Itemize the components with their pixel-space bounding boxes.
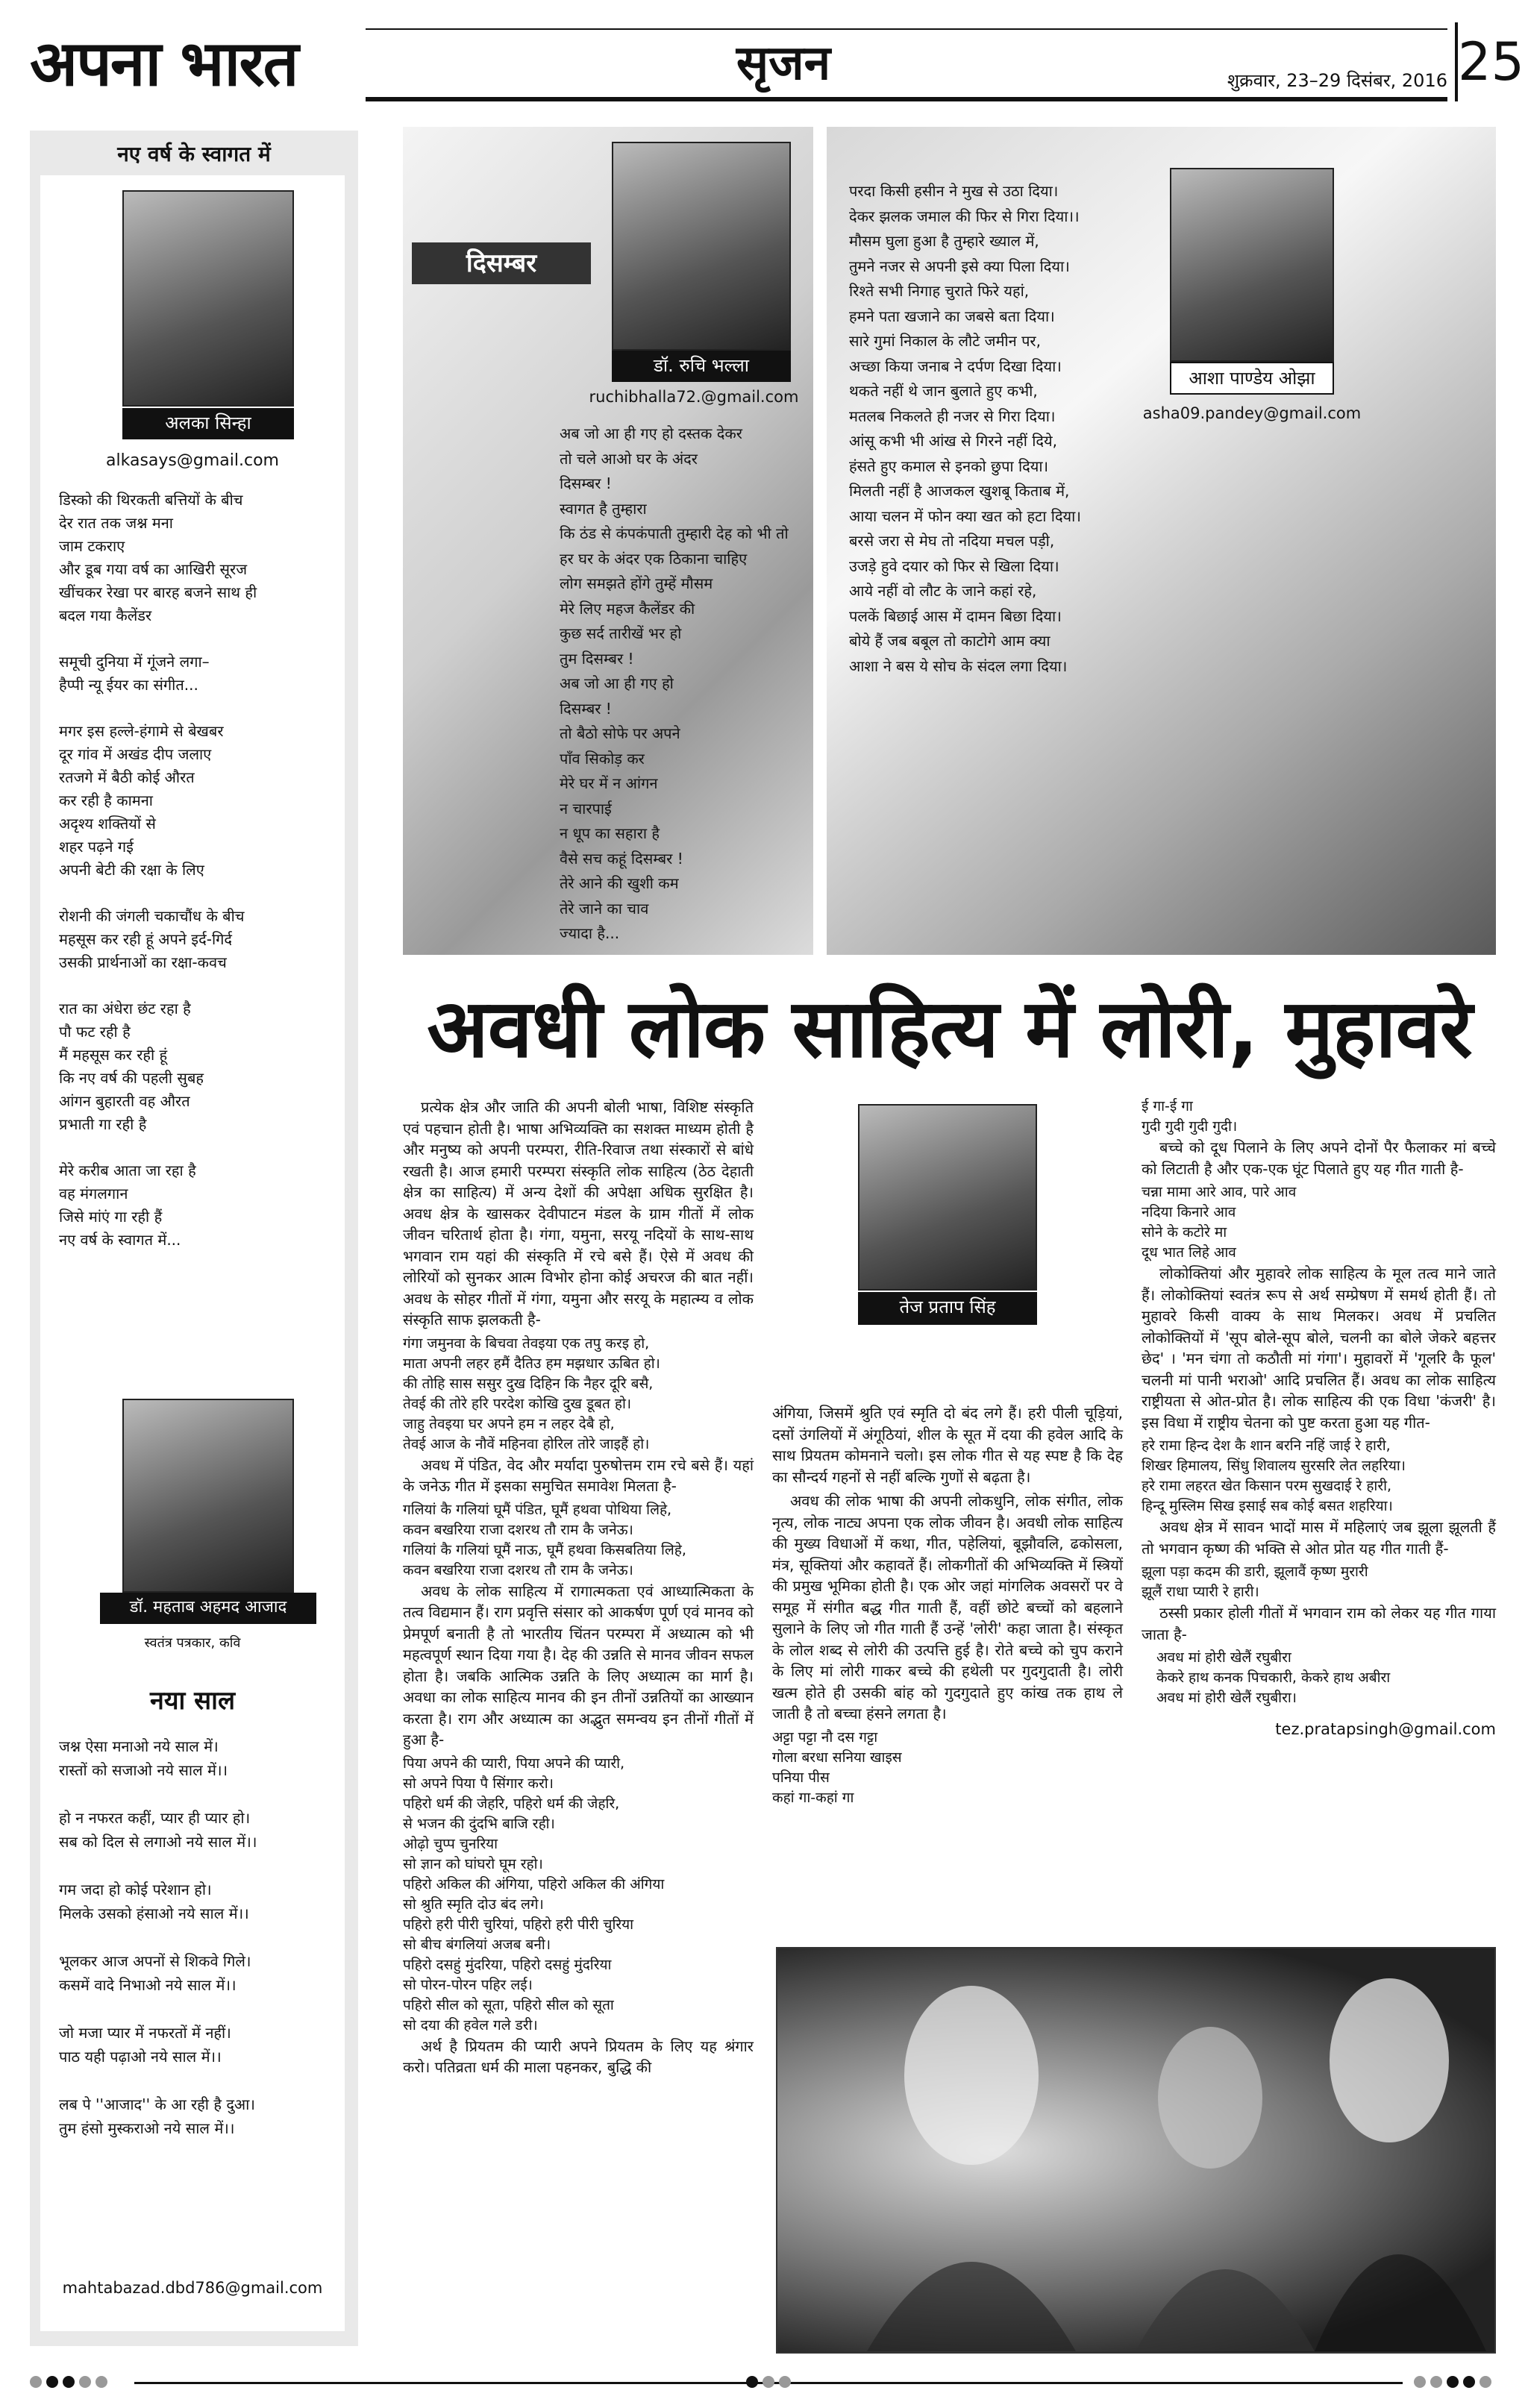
article-column-3 (1142, 1097, 1496, 1940)
article-verse: चन्ना मामा आरे आव, पारे आव नदिया किनारे आव सोने के कटोरे मा दूध भात लिहे आव (1142, 1184, 1297, 1261)
article-verse: ई गा-ई गा गुदी गुदी गुदी गुदी। (1142, 1098, 1238, 1135)
poet-photo-ruchi (612, 142, 791, 351)
poem-panel-ruchi (403, 127, 813, 955)
masthead-rule-top (366, 28, 1447, 30)
poem-title-naya-saal: नया साल (149, 1686, 236, 1716)
article-verse: अवध मां होरी खेलैं रघुबीरा केकरे हाथ कनक पिचकारी, केकरे हाथ अबीरा अवध मां होरी खेलैं रघुबीरा। (1156, 1649, 1391, 1706)
footer-dots-center (746, 2376, 791, 2391)
poet-email-mahtab: mahtabazad.dbd786@gmail.com (62, 2279, 323, 2297)
article-verse: गलियां कै गलियां घूमैं पंडित, घूमैं हथवा पोथिया लिहे, कवन बखरिया राजा दशरथ तौ राम कै जनेऊ। गलियां कै गलियां घूमैं नाऊ, घूमैं हथवा किसबतिया लिहे, कवन बखरिया राजा दशरथ तौ राम कै जनेऊ। (403, 1501, 686, 1578)
poem-mahtab: जश्न ऐसा मनाओ नये साल में। रास्तों को सजाओ नये साल में।। हो न नफरत कहीं, प्यार ही प्यार हो। सब को दिल से लगाओ नये साल में।। गम जदा हो कोई परेशान हो। मिलके उसको हंसाओ नये साल में।। भूलकर आज अपनों से शिकवे गिले। कसमें वादे निभाओ नये साल में।। जो मजा प्यार में नफरतों में नहीं। पाठ यही पढ़ाओ नये साल में।। लब पे ''आजाद'' के आ रही है दुआ। तुम हंसो मुस्कराओ नये साल में।। (59, 1737, 257, 2137)
article-painting (776, 1947, 1496, 2354)
poet-email-ruchi: ruchibhalla72.@gmail.com (589, 388, 799, 406)
poet-name-ruchi: डॉ. रुचि भल्ला (612, 351, 791, 382)
article-column-1 (403, 1097, 754, 2365)
article-paragraph: अर्थ है प्रियतम की प्यारी अपने प्रियतम के लिए यह श्रंगार करो। पतिव्रता धर्म की माला पहनकर, बुद्धि की (403, 2037, 754, 2076)
issue-date: शुक्रवार, 23–29 दिसंबर, 2016 (1227, 70, 1447, 91)
poem-label-december: दिसम्बर (412, 242, 591, 284)
footer-dots-right (1414, 2376, 1491, 2391)
poet-name-mahtab: डॉ. महताब अहमद आजाद (100, 1593, 316, 1624)
poet-photo-mahtab (122, 1399, 294, 1593)
author-email: tez.pratapsingh@gmail.com (1275, 1720, 1496, 1738)
poem-ruchi: अब जो आ ही गए हो दस्तक देकर तो चले आओ घर के अंदर दिसम्बर ! स्वागत है तुम्हारा कि ठंड से कंपकंपाती तुम्हारी देह को भी तो हर घर के अंदर एक ठिकाना चाहिए लोग समझते होंगे तुम्हें मौसम मेरे लिए महज कैलेंडर की कुछ सर्द तारीखें भर हो तुम दिसम्बर ! अब जो आ ही गए हो दिसम्बर ! तो बैठो सोफे पर अपने पाँव सिकोड़ कर मेरे घर में न आंगन न चारपाई न धूप का सहारा है वैसे सच कहूं दिसम्बर ! तेरे आने की खुशी कम तेरे जाने का चाव ज्यादा है... (560, 424, 789, 942)
left-kicker: नए वर्ष के स्वागत में (117, 142, 271, 166)
article-paragraph: प्रत्येक क्षेत्र और जाति की अपनी बोली भाषा, विशिष्ट संस्कृति एवं पहचान होती है। भाषा अभिव्यक्ति का सशक्त माध्यम होती है और मनुष्य को अपनी परम्परा, रीति-रिवाज तथा संस्कारों से बांधे रखती है। आज हमारी परम्परा संस्कृति लोक साहित्य (ठेठ देहाती क्षेत्र का साहित्य) में अन्य देशों की अपेक्षा अधिक सुरक्षित है। अवध क्षेत्र के खासकर देवीपाटन मंडल के ग्राम गीतों में लोक जीवन चरितार्थ होता है। गंगा, यमुना, सरयू नदियों के साथ-साथ भगवान राम यहां की संस्कृति में रचे बसे हैं। ऐसे में अवध की लोरियों को सुनकर आत्म विभोर होना कोई अचरज की बात नहीं। अवध के सोहर गीतों में गंगा, यमुना और सरयू के महात्म्य व लोक संस्कृति साफ झलकती है- (403, 1098, 754, 1329)
paper-name: अपना भारत (30, 26, 298, 100)
poet-email-asha: asha09.pandey@gmail.com (1142, 404, 1362, 422)
article-column-2 (772, 1402, 1123, 1940)
article-verse: हरे रामा हिन्द देश कै शान बरनि नहिं जाई रे हारी, शिखर हिमालय, सिंधु शिवालय सुरसरि लेत लहरिया। हरे रामा लहरत खेत किसान परम सुखदाई रे हारी, हिन्दू मुस्लिम सिख इसाई सब कोई बसत शहरिया। (1142, 1437, 1406, 1514)
poet-photo-alka (122, 190, 294, 407)
article-verse: गंगा जमुनवा के बिचवा तेवइया एक तपु करइ हो, माता अपनी लहर हमैं दैतिउ हम मझधार ऊबित हो। की तोहि सास ससुर दुख दिहिन कि नैहर दूरि बसै, तेवई की तोरे हरि परदेश कोखि दुख डूबत हो। जाहु तेवइया घर अपने हम न लहर देबै हो, तेवई आज के नौवें महिनवा होरिल तोरे जाइहैं हो। (403, 1335, 660, 1452)
masthead-rule-bottom (366, 97, 1447, 101)
article-paragraph: ठस्सी प्रकार होली गीतों में भगवान राम को लेकर यह गीत गाया जाता है- (1142, 1604, 1496, 1643)
article-paragraph: अवध क्षेत्र में सावन भादों मास में महिलाएं जब झूला झूलती हैं तो भगवान कृष्ण की भक्ति से ओत प्रोत यह गीत गाती हैं- (1142, 1518, 1496, 1558)
poem-alka: डिस्को की थिरकती बत्तियों के बीच देर रात तक जश्न मना जाम टकराए और डूब गया वर्ष का आखिरी सूरज खींचकर रेखा पर बारह बजने साथ ही बदल गया कैलेंडर समूची दुनिया में गूंजने लगा– हैप्पी न्यू ईयर का संगीत... मगर इस हल्ले-हंगामे से बेखबर दूर गांव में अखंड दीप जलाए रतजगे में बैठी कोई औरत कर रही है कामना अदृश्य शक्तियों से शहर पढ़ने गई अपनी बेटी की रक्षा के लिए रोशनी की जंगली चकाचौंध के बीच महसूस कर रही हूं अपने इर्द-गिर्द उसकी प्रार्थनाओं का रक्षा-कवच रात का अंधेरा छंट रहा है पौ फट रही है मैं महसूस कर रही हूं कि नए वर्ष की पहली सुबह आंगन बुहारती वह औरत प्रभाती गा रही है मेरे करीब आता जा रहा है वह मंगलगान जिसे मांएं गा रही हैं नए वर्ष के स्वागत में... (59, 491, 257, 1249)
footer-dots-left (30, 2376, 107, 2391)
article-paragraph: अंगिया, जिसमें श्रुति एवं स्मृति दो बंद लगे हैं। हरी पीली चूड़ियां, दसों उंगलियों में अंगूठियां, शील के सूत में दया की हवेल आदि के साथ प्रियतम कोमनाने चलो। इस लोक गीत से यह स्पष्ट है कि देह का सौन्दर्य गहनों से नहीं बल्कि गुणों से बढ़ता है। (772, 1404, 1123, 1486)
poet-email-alka: alkasays@gmail.com (106, 451, 279, 470)
poet-name-asha: आशा पाण्डेय ओझा (1170, 362, 1334, 395)
article-paragraph: अवध के लोक साहित्य में रागात्मकता एवं आध्यात्मिकता के तत्व विद्यमान हैं। राग प्रवृत्ति संसार को आकर्षण पूर्ण एवं मानव को प्रेमपूर्ण बनाती है तो भारतीय चिंतन परम्परा में अध्यात्म को भी महत्वपूर्ण स्थान दिया गया है। देह की उन्नति से मानव जीवन सफल होता है। जबकि आत्मिक उन्नति के लिए अध्यात्म का मार्ग है। अवधा का लोक साहित्य मानव की इन तीनों उन्नतियों का आख्यान करता है। राग और अध्यात्म का अद्भुत समन्वय इन तीनों गीतों में हुआ है- (403, 1581, 754, 1749)
article-paragraph: बच्चे को दूध पिलाने के लिए अपने दोनों पैर फैलाकर मां बच्चे को लिटाती है और एक-एक घूंट पिलाते हुए यह गीत गाती है- (1142, 1138, 1496, 1178)
masthead (30, 22, 1525, 119)
poem-panel-asha (827, 127, 1496, 955)
section-name: सृजन (736, 35, 831, 91)
article-paragraph: लोकोक्तियां और मुहावरे लोक साहित्य के मूल तत्व माने जाते हैं। लोकोक्तियां स्वतंत्र रूप से अर्थ सम्प्रेषण में समर्थ होती हैं। तो मुहावरे किसी वाक्य के साथ मिलकर। अवध में प्रचलित लोकोक्तियों में 'सूप बोले-सूप बोले, चलनी का बोले जेकरे बहत्तर छेद' । 'मन चंगा तो कठौती मां गंगा'। मुहावरों में 'गूलरि कै फूल' चलनी मां पानी भराओ' आदि प्रचलित हैं। अवध का लोक साहित्य राष्ट्रीयता से ओत-प्रोत है। लोक साहित्य की एक विधा 'कंजरी' है। इस विधा में राष्ट्रीय चेतना को पुष्ट करता हुआ यह गीत- (1142, 1264, 1496, 1432)
article-paragraph: अवध की लोक भाषा की अपनी लोकधुनि, लोक संगीत, लोक नृत्य, लोक नाट्य अपना एक लोक जीवन है। अवधी लोक साहित्य की मुख्य विधाओं में कथा, गीत, पहेलियां, बूझौवलि, ढकोसला, मंत्र, सूक्तियां और कहावतें हैं। लोकगीतों की अभिव्यक्ति में स्त्रियों की प्रमुख भूमिका होती है। एक ओर जहां मांगलिक अवसरों पर वे समूह में संगीत बद्ध गीत गाती हैं, वहीं छोटे बच्चों को बहलाने सुलाने के लिए जो गीत गाती हैं उन्हें 'लोरी' कहा जाता है। संस्कृत के लोल शब्द से लोरी की उत्पत्ति हुई है। रोते बच्चे को चुप कराने के लिए मां लोरी गाकर बच्चे की हथेली पर गुदगुदाती है। लोरी खत्म होते ही उसकी बांह को गुदगुदाते हुए कांख तक हाथ ले जाती है तो बच्चा हंसने लगता है। (772, 1492, 1123, 1722)
article-paragraph: अवध में पंडित, वेद और मर्यादा पुरुषोत्तम राम रचे बसे हैं। यहां के जनेऊ गीत में इसका समुचित समावेश मिलता है- (403, 1455, 754, 1495)
left-column (30, 131, 358, 2346)
article-headline: अवधी लोक साहित्य में लोरी, मुहावरे (427, 982, 1472, 1076)
left-column-inner (40, 175, 345, 2331)
poem-asha: परदा किसी हसीन ने मुख से उठा दिया। देकर झलक जमाल की फिर से गिरा दिया।। मौसम घुला हुआ है तुम्हारे ख्याल में, तुमने नजर से अपनी इसे क्या पिला दिया। रिश्ते सभी निगाह चुराते फिरे यहां, हमने पता खजाने का जबसे बता दिया। सारे गुमां निकाल के लौटे जमीन पर, अच्छा किया जनाब ने दर्पण दिखा दिया। थकते नहीं थे जान बुलाते हुए कभी, मतलब निकलते ही नजर से गिरा दिया। आंसू कभी भी आंख से गिरने नहीं दिये, हंसते हुए कमाल से इनको छुपा दिया। मिलती नहीं है आजकल खुशबू किताब में, आया चलन में फोन क्या खत को हटा दिया। बरसे जरा से मेघ तो नदिया मचल पड़ी, उजड़े हुवे दयार को फिर से खिला दिया। आये नहीं वो लौट के जाने कहां रहे, पलकें बिछाई आस में दामन बिछा दिया। बोये हैं जब बबूल तो काटोगे आम क्या आशा ने बस ये सोच के संदल लगा दिया। (849, 182, 1081, 675)
poet-role-mahtab: स्वतंत्र पत्रकार, कवि (144, 1635, 241, 1651)
author-photo (858, 1104, 1037, 1291)
author-name: तेज प्रताप सिंह (858, 1292, 1037, 1325)
article-verse: पिया अपने की प्यारी, पिया अपने की प्यारी, सो अपने पिया पै सिंगार करो। पहिरो धर्म की जेहरि, पहिरो धर्म की जेहरि, से भजन की दुंदभि बाजि रही। ओढ़ो चुप्प चुनरिया सो ज्ञान को घांघरो घूम रहो। पहिरो अकिल की अंगिया, पहिरो अकिल की अंगिया सो श्रुति स्मृति दोउ बंद लगे। पहिरो हरी पीरी चुरियां, पहिरो हरी पीरी चुरिया सो बीच बंगलियां अजब बनी। पहिरो दसहुं मुंदरिया, पहिरो दसहुं मुंदरिया सो पोरन-पोरन पहिर लई। पहिरो सील को सूता, पहिरो सील को सूता सो दया की हवेल गले डरी। (403, 1755, 665, 2034)
article-verse: झूला पड़ा कदम की डारी, झूलावैं कृष्ण मुरारी झूलैं राधा प्यारी रे हारी। (1142, 1564, 1368, 1600)
painting-illustration (777, 1948, 1494, 2352)
poet-photo-asha (1170, 168, 1334, 362)
page-footer (30, 2376, 1503, 2391)
page-number: 25 (1455, 22, 1507, 101)
article-verse: अट्टा पट्टा नौ दस गट्टा गोला बरधा सनिया खाइस पनिया पीस कहां गा-कहां गा (772, 1728, 902, 1806)
poet-name-alka: अलका सिन्हा (122, 408, 294, 439)
